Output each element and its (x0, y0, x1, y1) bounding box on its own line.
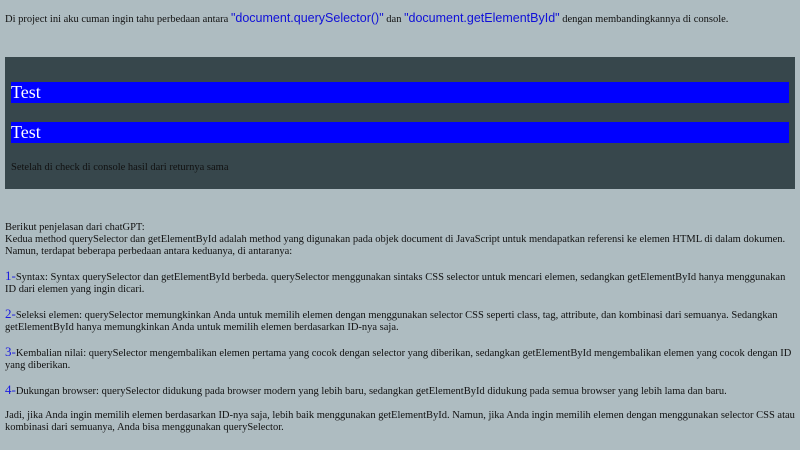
item-number: 3- (5, 344, 16, 359)
item-number: 4- (5, 382, 16, 397)
item-text: Kembalian nilai: querySelector mengembalikan elemen pertama yang cocok dengan selector yang diberikan, sedangkan getElementById mengembalikan elemen yang cocok dengan ID yang diberikan. (5, 348, 792, 371)
explanation-item (5, 384, 795, 398)
code-getelementbyid: "document.getElementById" (404, 11, 560, 25)
explanation-item (5, 270, 795, 296)
code-queryselector: "document.querySelector()" (230, 11, 384, 25)
intro-suffix: dengan membandingkannya di console. (559, 14, 729, 25)
item-number: 1- (5, 268, 16, 283)
explanation-heading: Berikut penjelasan dari chatGPT: (5, 222, 145, 233)
intro-prefix: Di project ini aku cuman ingin tahu perbedaan antara (5, 14, 231, 25)
explanation-intro: Kedua method querySelector dan getElementById adalah method yang digunakan pada objek document di JavaScript untuk mendapatkan referensi ke elemen HTML di dalam dokumen. Namun, terdapat beberapa perbedaan antara keduanya, di antaranya: (5, 234, 786, 257)
demo-panel (5, 57, 795, 189)
intro-text (5, 10, 795, 28)
item-text: Dukungan browser: querySelector didukung pada browser modern yang lebih baru, sedangkan getElementById didukung pada semua browser yang lebih lama dan baru. (15, 386, 727, 397)
explanation-section (5, 222, 795, 434)
item-number: 2- (5, 306, 16, 321)
item-text: Seleksi elemen: querySelector memungkinkan Anda untuk memilih elemen dengan menggunakan selector CSS seperti class, tag, attribute, dan kombinasi dari semuanya. Sedangkan getElementById hanya memungkinkan Anda untuk memilih elemen berdasarkan ID-nya saja. (5, 310, 778, 333)
intro-middle: dan (383, 14, 405, 25)
explanation-item (5, 346, 795, 372)
console-result-note: Setelah di check di console hasil dari returnya sama (11, 162, 229, 173)
item-text: Syntax: Syntax querySelector dan getElementById berbeda. querySelector menggunakan sintaks CSS selector untuk mencari elemen, sedangkan getElementById hanya menggunakan ID dari elemen yang ingin dicari. (5, 272, 786, 295)
explanation-item (5, 308, 795, 334)
explanation-conclusion: Jadi, jika Anda ingin memilih elemen berdasarkan ID-nya saja, lebih baik menggunakan getElementById. Namun, jika Anda ingin memilih elemen dengan menggunakan selector CSS atau kombinasi dari semuanya, Anda bisa menggunakan querySelector. (5, 410, 795, 433)
test-heading-queryselector: Test (11, 82, 789, 103)
test-heading-getelementbyid: Test (11, 122, 789, 143)
